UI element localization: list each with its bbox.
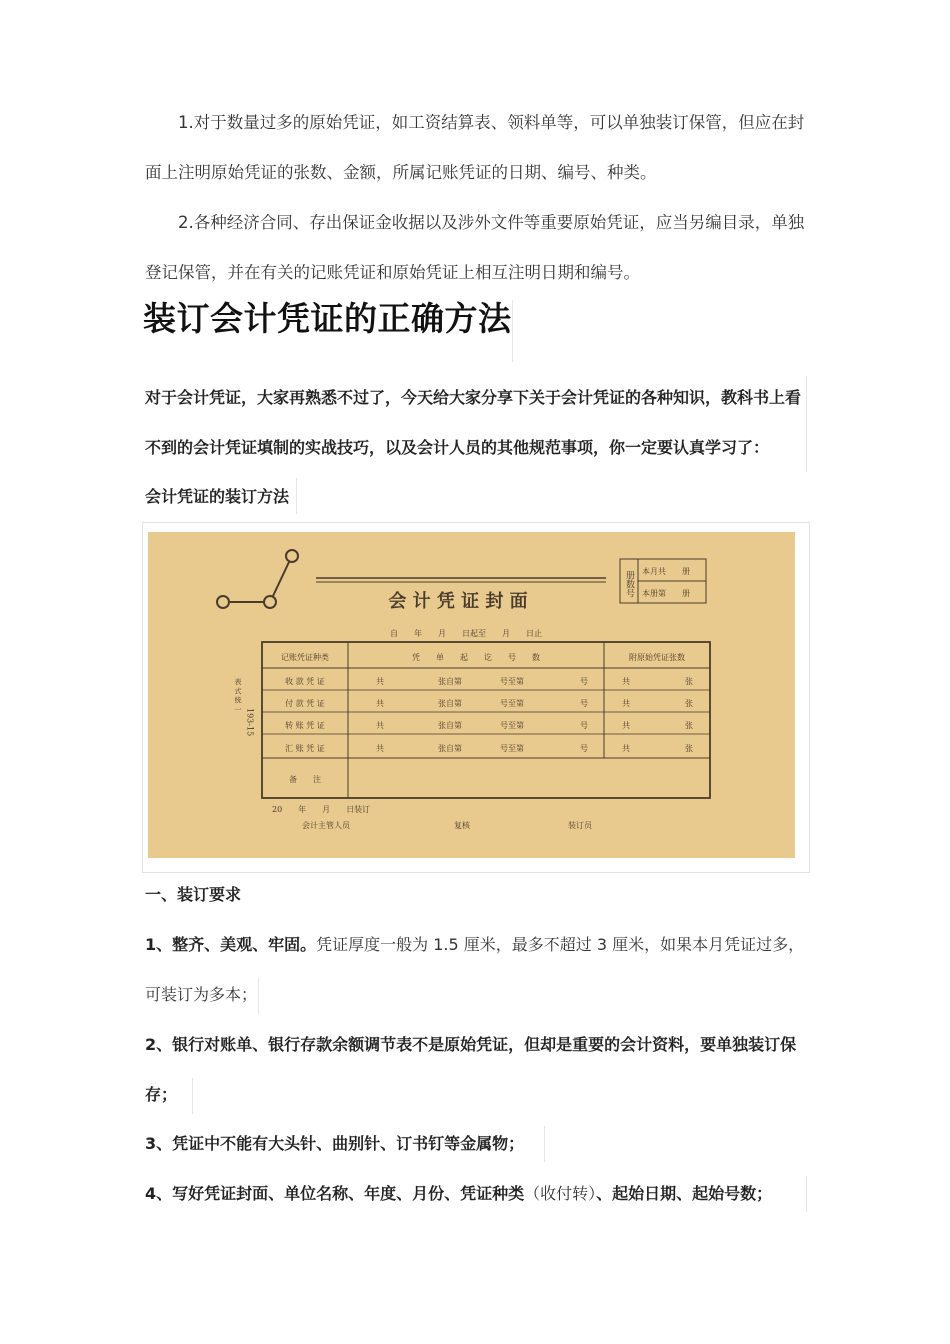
row-hao: 号 <box>580 699 588 708</box>
side-code: 193-15 <box>245 708 255 737</box>
string-line <box>273 562 289 596</box>
row-gong: 共 <box>376 744 384 753</box>
row-start: 张自第 <box>438 721 462 730</box>
requirement-1-bold: 1、整齐、美观、牢固。 <box>145 935 317 954</box>
divider <box>296 478 297 514</box>
voucher-cover-drawing <box>148 532 795 858</box>
header-voucher-type: 记账凭证种类 <box>281 653 329 662</box>
row-start: 张自第 <box>438 699 462 708</box>
row-zhang: 张 <box>685 721 693 730</box>
row-hao: 号 <box>580 721 588 730</box>
row-gong: 共 <box>376 721 384 730</box>
paragraph-2: 2.各种经济合同、存出保证金收据以及涉外文件等重要原始凭证，应当另编目录，单独登记保管，并在有关的记账凭证和原始凭证上相互注明日期和编号。 <box>145 213 805 282</box>
row-label: 付 款 凭 证 <box>285 699 325 708</box>
remark-label: 备 注 <box>289 775 321 784</box>
hole-icon <box>286 550 298 562</box>
binder-label: 装订员 <box>568 821 592 830</box>
row-to: 号至第 <box>500 721 524 730</box>
requirement-4-part-c: 、起始日期、起始号数； <box>596 1184 773 1203</box>
row-gong: 共 <box>376 699 384 708</box>
paragraph-1: 1.对于数量过多的原始凭证，如工资结算表、领料单等，可以单独装订保管，但应在封面上注明原始凭证的张数、金额，所属记账凭证的日期、编号、种类。 <box>145 113 805 182</box>
row-zhang: 张 <box>685 744 693 753</box>
cover-date-line: 自 年 月 日起至 月 日止 <box>390 629 542 638</box>
divider <box>512 300 513 362</box>
requirement-1-text: 凭证厚度一般为 1.5 厘米，最多不超过 3 厘米，如果本月凭证过多，可装订为多本； <box>145 935 805 1004</box>
row-to: 号至第 <box>500 677 524 686</box>
page-title: 装订会计凭证的正确方法 <box>143 299 512 338</box>
requirement-3: 3、凭证中不能有大头针、曲别针、订书钉等金属物； <box>145 1134 525 1153</box>
hole-icon <box>264 596 276 608</box>
row-gong: 共 <box>622 699 630 708</box>
row-start: 张自第 <box>438 677 462 686</box>
row-gong: 共 <box>622 744 630 753</box>
row-zhang: 张 <box>685 699 693 708</box>
voucher-cover-image <box>148 532 795 858</box>
corner-row-2: 本册第 册 <box>642 589 690 598</box>
row-gong: 共 <box>376 677 384 686</box>
row-to: 号至第 <box>500 744 524 753</box>
header-attachment-count: 附原始凭证张数 <box>629 653 685 662</box>
requirement-2: 2、银行对账单、银行存款余额调节表不是原始凭证，但却是重要的会计资料，要单独装订保存； <box>145 1035 797 1104</box>
row-label: 收 款 凭 证 <box>285 677 325 686</box>
corner-label: 册数号 <box>624 570 634 598</box>
header-voucher-range: 凭 单 起 讫 号 数 <box>412 653 540 662</box>
side-label: 表 式 统 一 <box>234 678 242 713</box>
divider <box>544 1126 545 1162</box>
requirement-1 <box>145 920 813 1020</box>
checker-label: 复核 <box>454 821 470 830</box>
divider <box>192 1078 193 1114</box>
row-zhang: 张 <box>685 677 693 686</box>
row-start: 张自第 <box>438 744 462 753</box>
row-label: 转 账 凭 证 <box>285 721 325 730</box>
requirement-4-part-b: （收付转） <box>524 1184 597 1203</box>
cover-title: 会 计 凭 证 封 面 <box>388 591 528 612</box>
section-heading: 一、装订要求 <box>145 885 242 904</box>
divider <box>806 1176 807 1212</box>
intro-text: 对于会计凭证，大家再熟悉不过了，今天给大家分享下关于会计凭证的各种知识，教科书上看不到的会计凭证填制的实战技巧，以及会计人员的其他规范事项，你一定要认真学习了： <box>145 388 802 457</box>
requirement-4 <box>145 1169 813 1219</box>
row-to: 号至第 <box>500 699 524 708</box>
row-gong: 共 <box>622 721 630 730</box>
divider <box>806 376 807 472</box>
row-label: 汇 账 凭 证 <box>285 744 325 753</box>
corner-row-1: 本月共 册 <box>642 567 690 576</box>
hole-icon <box>217 596 229 608</box>
row-hao: 号 <box>580 677 588 686</box>
row-gong: 共 <box>622 677 630 686</box>
bind-date: 20 年 月 日装订 <box>272 805 371 814</box>
divider <box>258 978 259 1014</box>
row-hao: 号 <box>580 744 588 753</box>
subheading: 会计凭证的装订方法 <box>145 487 290 506</box>
supervisor-label: 会计主管人员 <box>302 821 350 830</box>
requirement-4-part-a: 4、写好凭证封面、单位名称、年度、月份、凭证种类 <box>145 1184 525 1203</box>
